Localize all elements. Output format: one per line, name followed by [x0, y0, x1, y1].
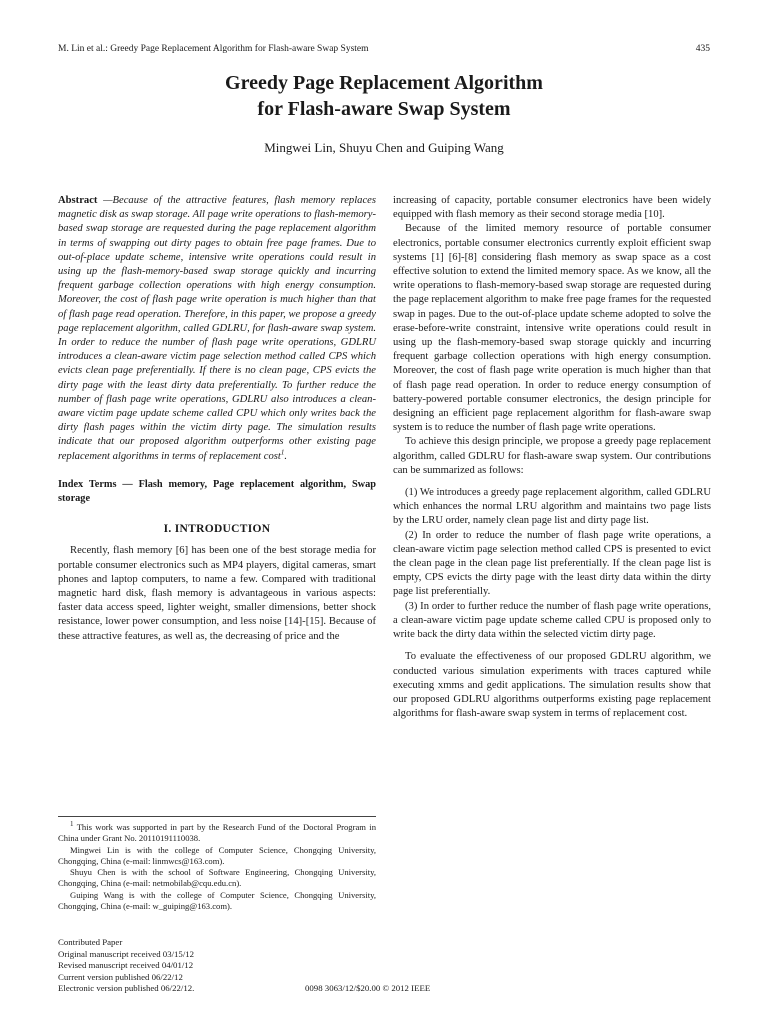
abstract-text: Because of the attractive features, flash memory replaces magnetic disk as swap storage. All page write operations to flash-memory-based swap storage are requested during the page replacement algorithm in terms of swapping out dirty pages to obtain free page frames. Due to out-of-place update scheme, intensive write operations could result in using up the flash-memory-based swap storage quickly and incurring frequent garbage collection operations with high energy consumption. Moreover, the cost of flash page write operation is much higher than that of flash page read operation. Therefore, in this paper, we propose a greedy page replacement algorithm, called GDLRU, for flash-aware swap system. In order to reduce the number of flash page write operations, GDLRU introduces a clean-aware victim page selection method called CPS which evicts clean page preferentially. If there is no clean page, CPS evicts the dirty page with the least dirty data preferentially. To further reduce the number of flash page write operations, GDLRU also introduces a clean-aware victim page update scheme called CPU which only writes back the dirty flash pages within the victim dirty page. The simulation results indicate that our proposed algorithm outperforms other existing page replacement algorithms in terms of replacement cost	[58, 195, 376, 462]
footnote-1-text: This work was supported in part by the Research Fund of the Doctoral Program in China under Grant No. 20110191110038.	[58, 822, 376, 844]
footnote-3: Shuyu Chen is with the school of Software Engineering, Chongqing University, Chongqing, China (e-mail: netmobilab@cqu.edu.cn).	[58, 867, 376, 889]
section-heading-introduction: I. INTRODUCTION	[163, 523, 271, 536]
left-column	[58, 194, 376, 644]
title-line-2: for Flash-aware Swap System	[257, 98, 511, 120]
right-column	[393, 194, 711, 721]
abstract-dash: —	[97, 195, 113, 206]
electronic-version: Electronic version published 06/22/12.	[58, 983, 195, 994]
intro-paragraph-2: Because of the limited memory resource of portable consumer electronics, portable consumer electronics currently exploit efficient swap systems [1] [6]-[8] considering flash memory as swap space as a cost effective solution to extend the limited memory space. As we know, all the write operations to flash-memory-based swap storage are requested during the page replacement algorithm to make free page frames for the requested swap in pages. Due to the out-of-place update scheme adopted to solve the erase-before-write constraint, intensive write operations could result in using up the flash-memory-based swap storage quickly and incurring frequent garbage collection operations with high energy consumption. Moreover, the cost of flash page write operation is much higher than that of flash page read operation. In order to reduce energy consumption of battery-powered portable consumer electronics, the design principle for designing an efficient page replacement algorithm for flash-aware swap system is to reduce the number of flash page write operations.	[393, 223, 711, 434]
footnotes	[58, 816, 376, 912]
current-version: Current version published 06/22/12	[58, 971, 183, 982]
abstract	[58, 194, 376, 464]
contributed-paper: Contributed Paper	[58, 937, 123, 947]
copyright-code: 0098 3063/12/$20.00 © 2012 IEEE	[305, 983, 431, 993]
contribution-1: (1) We introduces a greedy page replacement algorithm, called GDLRU which enhances the normal LRU algorithm and maintains two page lists by the LRU order, namely clean page list and dirty page list.	[393, 487, 711, 527]
intro-paragraph-4: To evaluate the effectiveness of our proposed GDLRU algorithm, we conducted various simulation experiments with traces captured while executing xmms and gedit applications. The simulation results show that our proposed GDLRU algorithms outperforms existing page replacement algorithms for flash-aware swap system in terms of replacement cost.	[393, 651, 711, 720]
title-line-1: Greedy Page Replacement Algorithm	[225, 72, 543, 94]
abstract-footnote-mark: 1	[280, 448, 285, 457]
intro-paragraph-1: Recently, flash memory [6] has been one of the best storage media for portable consumer electronics such as MP4 players, digital cameras, smart phones and laptop computers, to name a few. Compared with traditional magnetic hard disk, flash memory is advantageous in various aspects: faster data access speed, lighter weight, smaller dimensions, better shock resistance, lower power consumption, and less noise [14]-[15]. Because of these attractive features, as well as, the decreasing of price and the	[58, 545, 376, 642]
page-number: 435	[695, 44, 710, 54]
abstract-label: Abstract	[58, 195, 98, 206]
paper-title	[0, 70, 768, 122]
intro-paragraph-1-continued: increasing of capacity, portable consumer electronics have been widely equipped with flash memory as their second storage media [10].	[393, 195, 711, 221]
intro-paragraph-3: To achieve this design principle, we propose a greedy page replacement algorithm, called GDLRU for flash-aware swap system. Our contributions can be summarized as follows:	[393, 436, 711, 476]
abstract-end: .	[284, 450, 287, 462]
footnote-4: Guiping Wang is with the college of Computer Science, Chongqing University, Chongqing, China (e-mail: w_guiping@163.com).	[58, 889, 376, 912]
index-terms: Index Terms — Flash memory, Page replacement algorithm, Swap storage	[58, 478, 376, 505]
running-title: M. Lin et al.: Greedy Page Replacement Algorithm for Flash-aware Swap System	[58, 44, 369, 54]
contribution-2: (2) In order to reduce the number of flash page write operations, a clean-aware victim page selection method called CPS is presented to evict the clean page in the clean page list preferentially. If the clean page list is empty, CPS evicts the dirty page with the least dirty data within the dirty page list preferentially.	[393, 529, 711, 598]
authors: Mingwei Lin, Shuyu Chen and Guiping Wang	[264, 140, 504, 155]
footnote-1	[58, 822, 376, 845]
original-received: Original manuscript received 03/15/12	[58, 948, 195, 959]
contribution-3: (3) In order to further reduce the number of flash page write operations, a clean-aware victim page update scheme called CPU is proposed only to write back the dirty data within the selected victim dirty page.	[393, 600, 711, 641]
footnote-mark: 1	[70, 820, 74, 829]
footnote-2: Mingwei Lin is with the college of Computer Science, Chongqing University, Chongqing, China (e-mail: linmwcs@163.com).	[58, 844, 376, 866]
running-head	[58, 44, 710, 54]
revised-received: Revised manuscript received 04/01/12	[58, 960, 194, 971]
